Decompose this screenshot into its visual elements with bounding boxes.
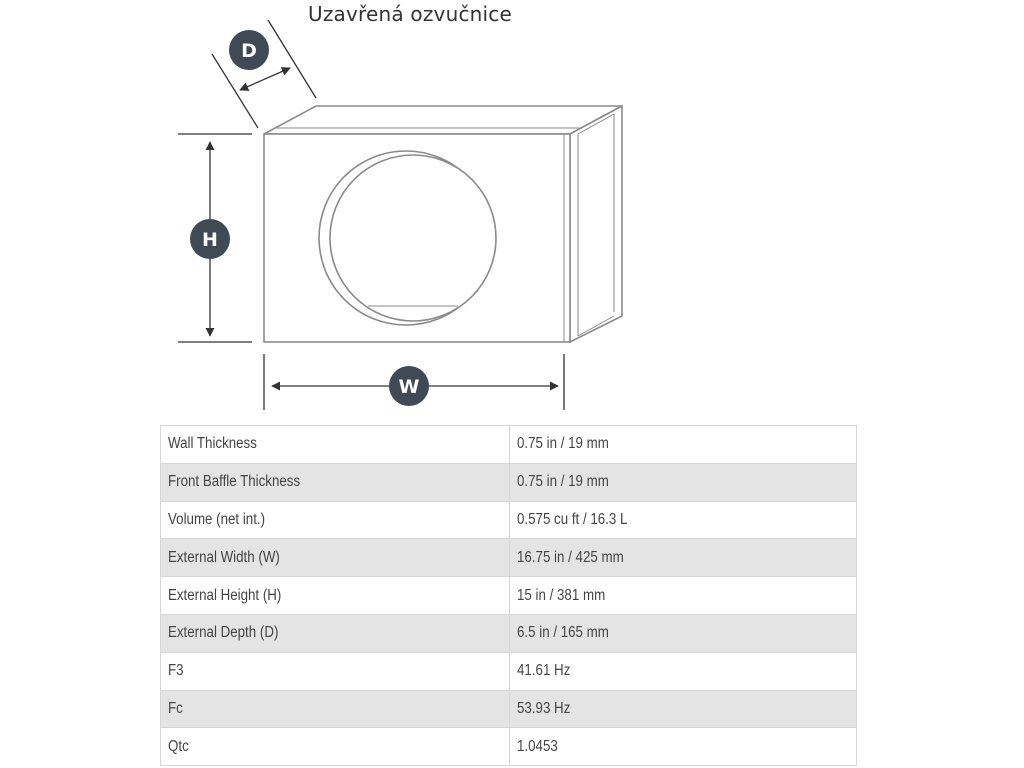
height-badge	[190, 219, 230, 259]
spec-value-cell	[510, 614, 857, 652]
spec-label-cell	[161, 501, 510, 539]
spec-value-cell	[510, 501, 857, 539]
spec-label: Wall Thickness	[168, 435, 257, 453]
depth-dimension	[212, 20, 316, 128]
spec-row	[161, 728, 857, 766]
spec-value: 16.75 in / 425 mm	[517, 548, 624, 566]
spec-label-cell	[161, 614, 510, 652]
spec-label: Fc	[168, 699, 183, 717]
spec-label-cell	[161, 728, 510, 766]
spec-label-cell	[161, 652, 510, 690]
spec-label-cell	[161, 426, 510, 464]
box-top-face	[264, 106, 622, 134]
spec-label-cell	[161, 463, 510, 501]
spec-label: Front Baffle Thickness	[168, 473, 301, 491]
spec-row	[161, 501, 857, 539]
depth-badge	[229, 30, 269, 70]
height-badge-label: H	[202, 229, 218, 251]
spec-value: 0.575 cu ft / 16.3 L	[517, 510, 628, 528]
spec-value: 6.5 in / 165 mm	[517, 624, 609, 642]
spec-value: 0.75 in / 19 mm	[517, 435, 609, 453]
spec-value: 15 in / 381 mm	[517, 586, 606, 604]
spec-label: External Depth (D)	[168, 624, 279, 642]
spec-row	[161, 614, 857, 652]
spec-label: Volume (net int.)	[168, 510, 266, 528]
page-title: Uzavřená ozvučnice	[308, 2, 512, 26]
spec-value-cell	[510, 539, 857, 577]
spec-label: External Height (H)	[168, 586, 282, 604]
spec-value: 53.93 Hz	[517, 699, 571, 717]
spec-value: 0.75 in / 19 mm	[517, 473, 609, 491]
spec-value-cell	[510, 577, 857, 615]
spec-label-cell	[161, 690, 510, 728]
spec-row	[161, 463, 857, 501]
speaker-cutout-inner	[330, 155, 496, 321]
spec-label: External Width (W)	[168, 548, 280, 566]
spec-value-cell	[510, 652, 857, 690]
spec-row	[161, 426, 857, 464]
width-badge	[389, 366, 429, 406]
depth-badge-label: D	[241, 40, 257, 62]
spec-label: F3	[168, 662, 184, 680]
spec-table	[160, 425, 857, 766]
spec-value-cell	[510, 426, 857, 464]
spec-label-cell	[161, 539, 510, 577]
spec-row	[161, 690, 857, 728]
spec-label: Qtc	[168, 737, 189, 755]
spec-value: 41.61 Hz	[517, 662, 571, 680]
spec-row	[161, 577, 857, 615]
width-badge-label: W	[398, 376, 420, 398]
spec-value-cell	[510, 728, 857, 766]
spec-label-cell	[161, 577, 510, 615]
spec-value-cell	[510, 463, 857, 501]
spec-row	[161, 539, 857, 577]
spec-value-cell	[510, 690, 857, 728]
spec-row	[161, 652, 857, 690]
enclosure-box	[264, 106, 622, 342]
spec-value: 1.0453	[517, 737, 558, 755]
